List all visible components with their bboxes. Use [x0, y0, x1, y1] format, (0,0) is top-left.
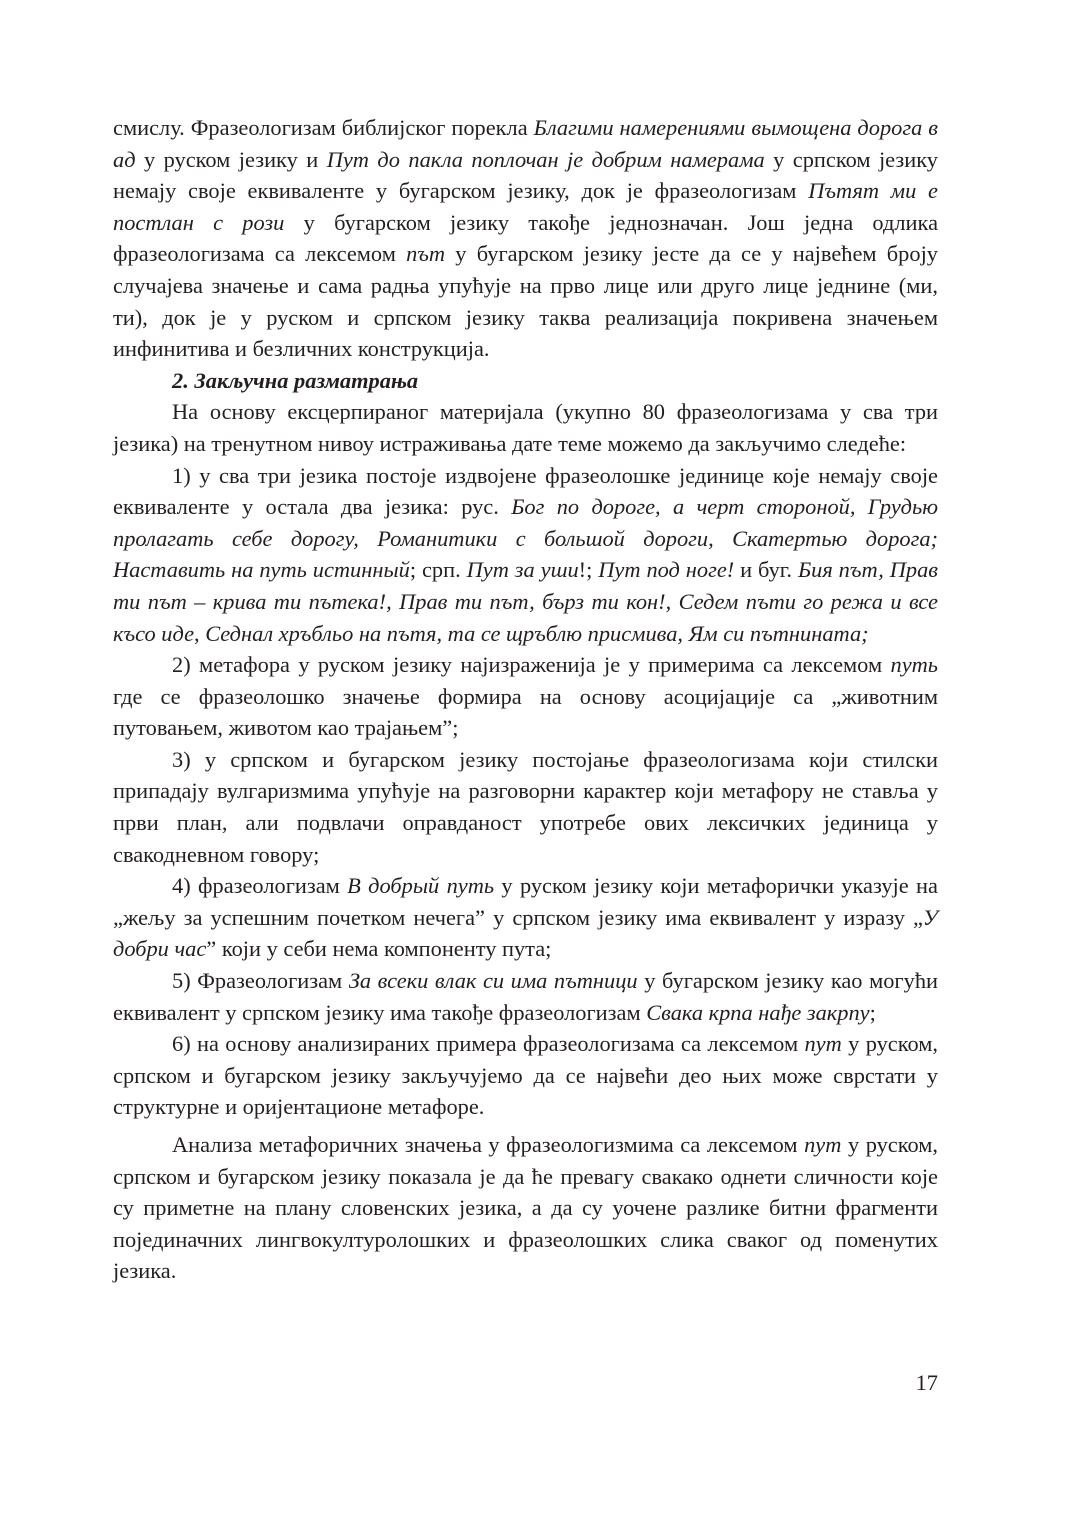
lead-paragraph: На основу ексцерпираног материјала (укупно 80 фразеологизама у сва три језика) на тренутном нивоу истраживања дате теме можемо да закључимо следеће: — [113, 399, 938, 456]
section-heading: 2. Закључна разматрања — [172, 367, 419, 393]
list-item-5: 5) Фразеологизам За всеки влак си има пътници у бугарском језику као могући еквивалент у српском језику има такође фразеологизам Свака крпа нађе закрпу; — [113, 968, 938, 1025]
list-item-4: 4) фразеологизам В добрый путь у руском језику који метафорички указује на „жељу за успешним почетком нечега” у српском језику има еквивалент у изразу „У добри час” који у себи нема компоненту пута; — [113, 873, 938, 962]
list-item-6: 6) на основу анализираних примера фразеологизама са лексемом пут у руском, српском и бугарском језику закључујемо да се највећи део њих може сврстати у структурне и оријентационе метафоре. — [113, 1031, 939, 1120]
page-number: 17 — [915, 1370, 938, 1395]
page-body — [113, 112, 938, 1287]
intro-paragraph: смислу. Фразеологизам библијског порекла Благими намерениями вымощена дорога в ад у руском језику и Пут до пакла поплочан је добрим намерама у српском језику немају своје еквиваленте у бугарском језику, док је фразеологизам Пътят ми е постлан с рози у бугарском језику такође једнозначан. Још једна одлика фразеологизама са лексемом път у бугарском језику јесте да се у највећем броју случајева значење и сама радња упућује на прво лице или друго лице једнине (ми, ти), док је у руском и српском језику таква реализација покривена значењем инфинитива и безличних конструкција. — [113, 115, 939, 362]
conclusion-paragraph: Анализа метафоричних значења у фразеологизмима са лексемом пут у руском, српском и бугарском језику показала је да ће превагу свакако однети сличности које су приметне на плану словенских језика, а да су уочене разлике битни фрагменти појединачних лингвокултуролошких и фразеолошких слика сваког од поменутих језика. — [113, 1132, 938, 1284]
list-item-2: 2) метафора у руском језику најизраженија је у примерима са лексемом путь где се фразеолошко значење формира на основу асоцијације са „животним путовањем, животом као трајањем”; — [113, 652, 938, 741]
list-item-3: 3) у српском и бугарском језику постојање фразеологизама који стилски припадају вулгаризмима упућује на разговорни карактер који метафору не стављa у први план, али подвлачи оправданост употребе ових лексичких јединица у свакодневном говору; — [113, 746, 938, 867]
list-item-1: 1) у сва три језика постоје издвојене фразеолошке јединице које немају своје еквиваленте у остала два језика: рус. Бог по дороге, а черт стороной, Грудью пролагать себе дорогу, Романитики с большой дороги, Скатертью дорога; Наставить на путь истинный; срп. Пут за уши!; Пут под ноге! и буг. Бия път, Прав ти път – крива ти пътека!, Прав ти път, бърз ти кон!, Седем пъти го режа и все късо иде, Седнал хръбльо на пътя, та се щръблю присмива, Ям си пътнината; — [113, 462, 939, 646]
